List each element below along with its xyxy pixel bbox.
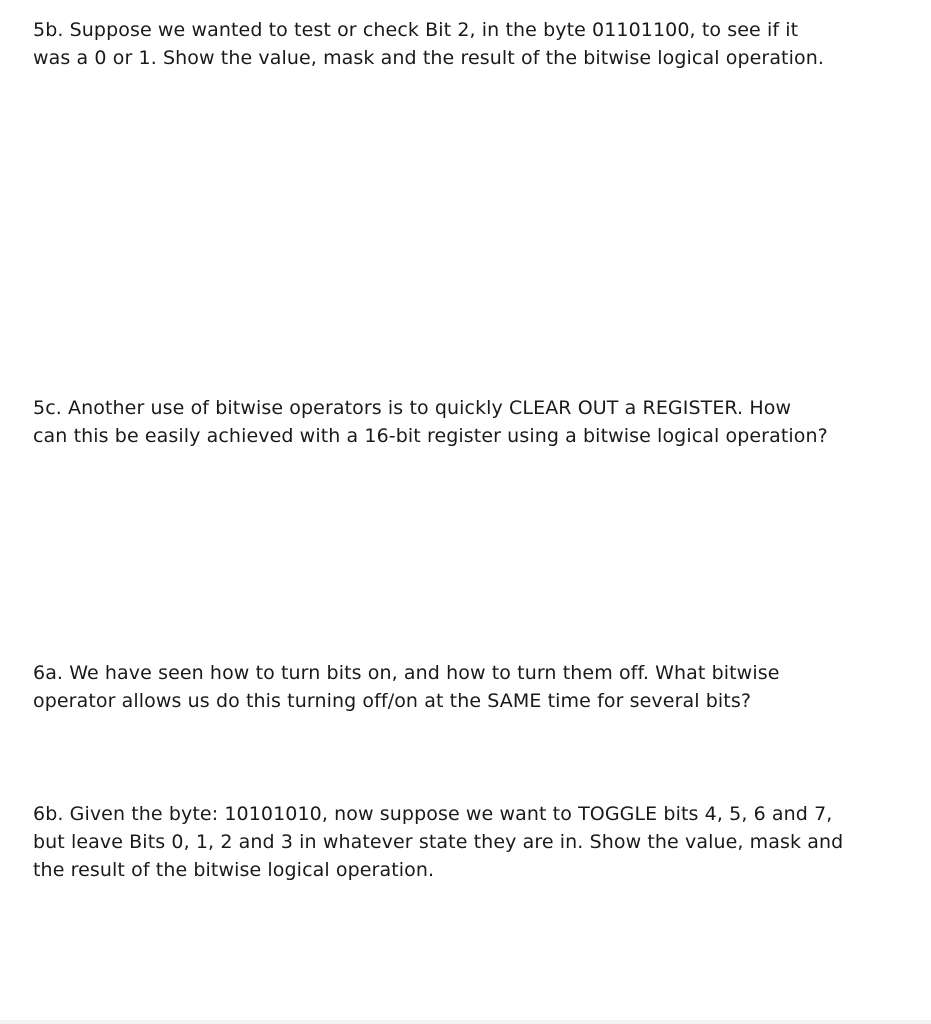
question-6b-line-2: but leave Bits 0, 1, 2 and 3 in whatever state they are in. Show the value, mask and xyxy=(33,831,844,853)
question-5c-line-1: 5c. Another use of bitwise operators is to quickly CLEAR OUT a REGISTER. How xyxy=(33,397,792,419)
question-5c-line-2: can this be easily achieved with a 16-bit register using a bitwise logical operation? xyxy=(33,425,828,447)
question-6a xyxy=(33,659,893,715)
question-5b-line-1: 5b. Suppose we wanted to test or check Bit 2, in the byte 01101100, to see if it xyxy=(33,19,799,41)
question-5c xyxy=(33,394,893,450)
question-5b xyxy=(33,16,893,72)
page-bottom-edge xyxy=(0,1020,931,1024)
question-6b-line-1: 6b. Given the byte: 10101010, now suppose we want to TOGGLE bits 4, 5, 6 and 7, xyxy=(33,803,833,825)
question-6a-line-1: 6a. We have seen how to turn bits on, and how to turn them off. What bitwise xyxy=(33,662,780,684)
question-6b xyxy=(33,800,893,884)
question-6b-line-3: the result of the bitwise logical operation. xyxy=(33,859,435,881)
question-5b-line-2: was a 0 or 1. Show the value, mask and the result of the bitwise logical operation. xyxy=(33,47,824,69)
question-6a-line-2: operator allows us do this turning off/on at the SAME time for several bits? xyxy=(33,690,752,712)
